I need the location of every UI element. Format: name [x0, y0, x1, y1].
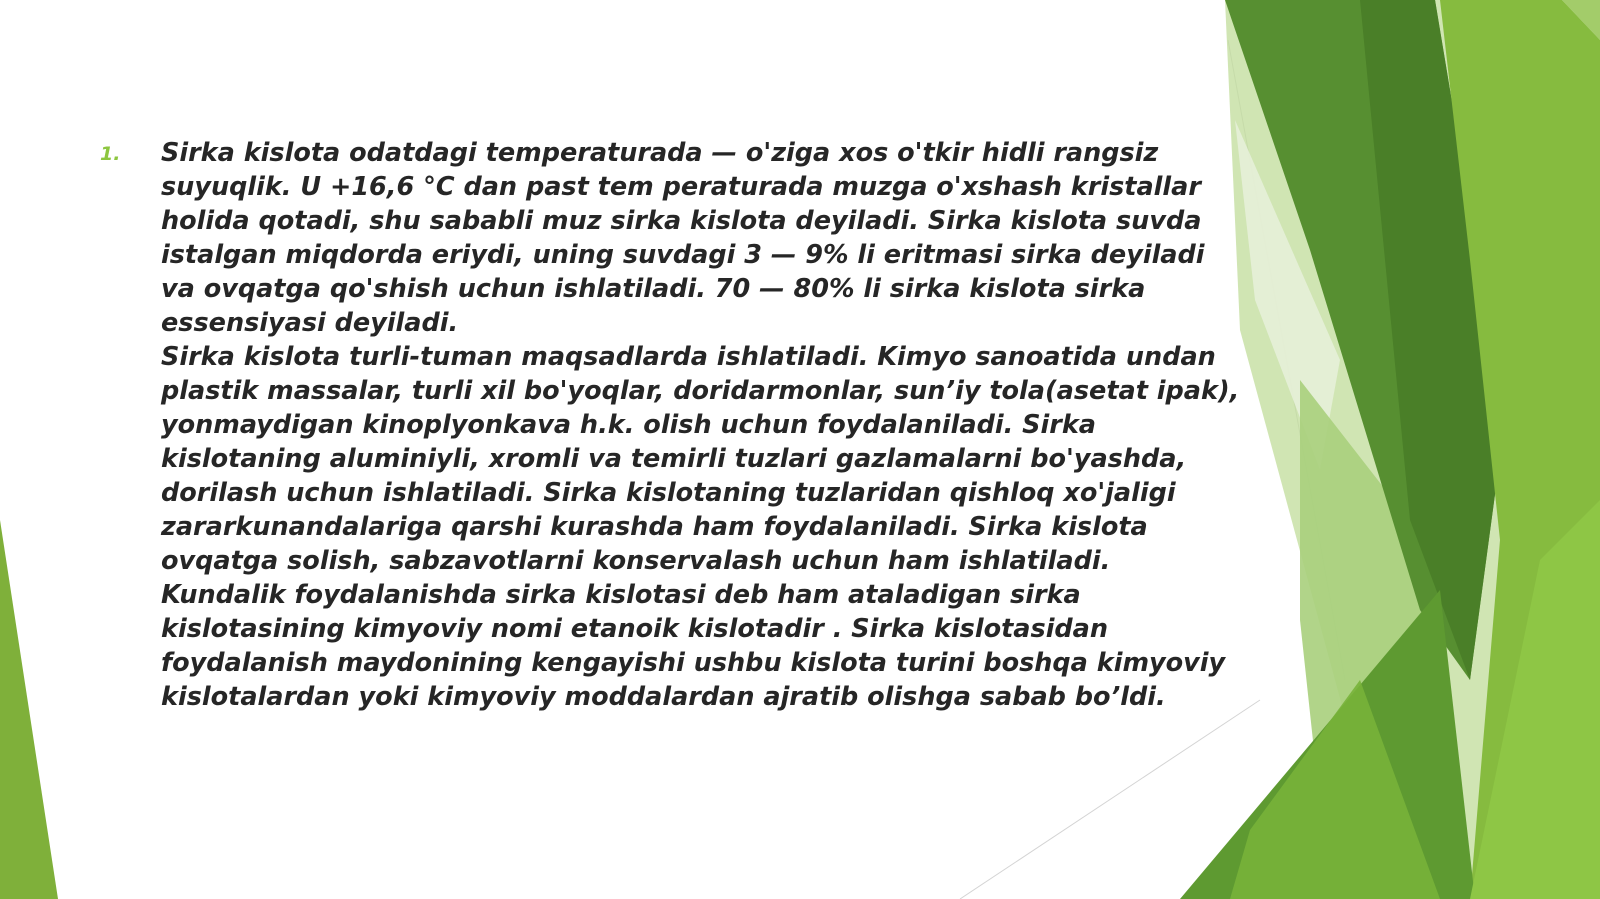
numbered-list-item [100, 136, 1240, 714]
paragraph-uses: Sirka kislota turli-tuman maqsadlarda ishlatiladi. Kimyo sanoatida undan plastik massalar, turli xil bo'yoqlar, doridarmonlar, sun’iy tola(asetat ipak), yonmaydigan kinoplyonkava h.k. olish uchun foydalaniladi. Sirka kislotaning aluminiyli, xromli va temirli tuzlari gazlamalarni bo'yashda, dorilash uchun ishlatiladi. Sirka kislotaning tuzlaridan qishloq xo'jaligi zararkunandalariga qarshi kurashda ham foydalaniladi. Sirka kislota ovqatga solish, sabzavotlarni konservalash uchun ham ishlatiladi. [161, 342, 1240, 576]
paragraph-group [161, 136, 1240, 714]
paragraph-chemical-name: Kundalik foydalanishda sirka kislotasi deb ham ataladigan sirka kislotasining kimyoviy nomi etanoik kislotadir . Sirka kislotasidan foydalanish maydonining kengayishi ushbu kislota turini boshqa kimyoviy kislotalardan yoki kimyoviy moddalardan ajratib olishga sabab bo’ldi. [161, 580, 1226, 712]
list-number: 1. [100, 143, 121, 165]
paragraph-properties: Sirka kislota odatdagi temperaturada — o'ziga xos o'tkir hidli rangsiz suyuqlik. U +16,6 °C dan past tem peraturada muzga o'xshash kristallar holida qotadi, shu sababli muz sirka kislota deyiladi. Sirka kislota suvda istalgan miqdorda eriydi, uning suvdagi 3 — 9% li eritmasi sirka deyiladi va ovqatga qo'shish uchun ishlatiladi. 70 — 80% li sirka kislota sirka essensiyasi deyiladi. [161, 138, 1205, 338]
slide-body [100, 136, 1240, 714]
left-green-wedge [0, 520, 58, 899]
